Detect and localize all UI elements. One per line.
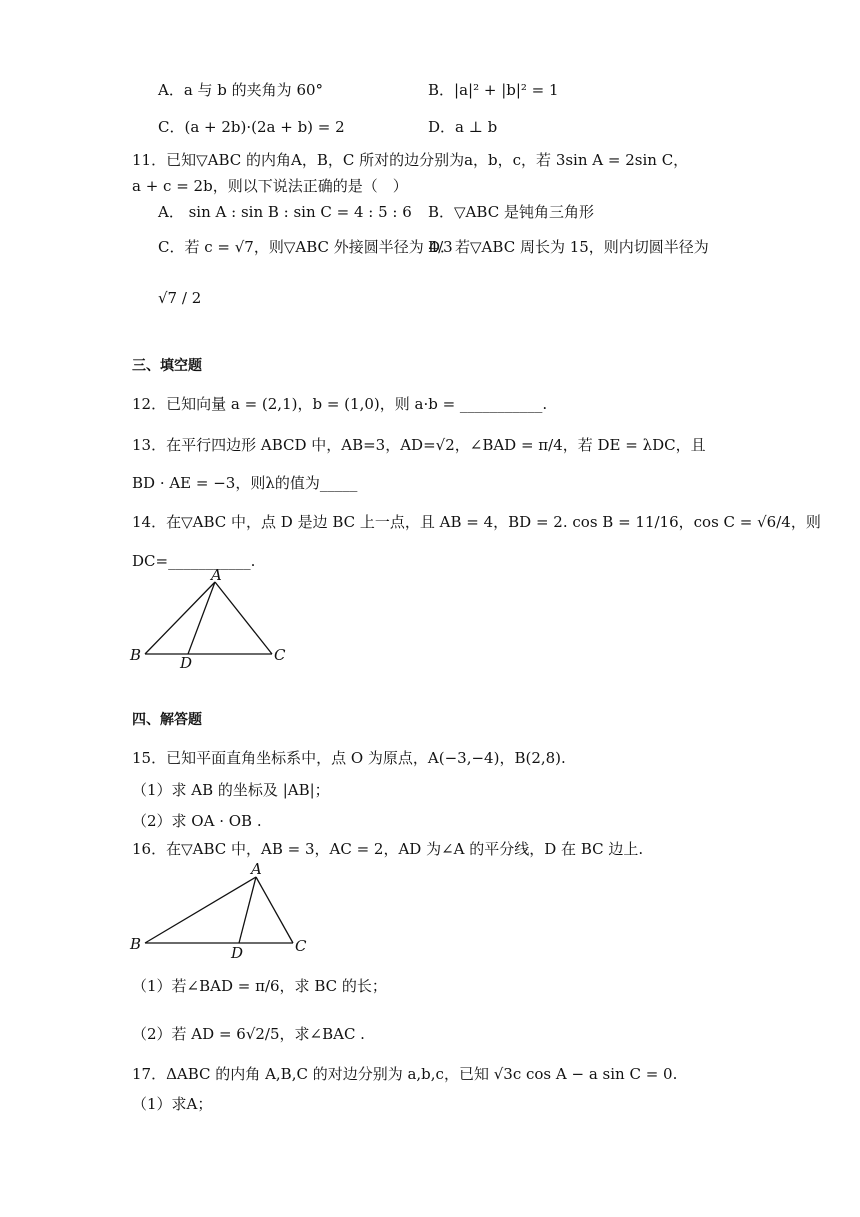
section-fill-in-heading: 三、填空题 bbox=[132, 358, 202, 374]
fig2-label-a: A bbox=[251, 860, 262, 878]
fig1-label-a: A bbox=[211, 568, 222, 584]
fig1-side-ac bbox=[215, 582, 272, 654]
q15-part1: （1）求 AB 的坐标及 |AB|； bbox=[132, 781, 330, 799]
fig2-label-d: D bbox=[231, 944, 244, 962]
q13-line2: BD · AE = −3，则λ的值为_____ bbox=[132, 474, 358, 492]
q10-option-b: B．|a|² + |b|² = 1 bbox=[428, 81, 559, 99]
q11-option-a: A． sin A : sin B : sin C = 4 : 5 : 6 bbox=[158, 203, 412, 221]
q11-option-c: C．若 c = √7，则▽ABC 外接圆半径为 4/3 bbox=[158, 238, 453, 256]
fig1-side-ab bbox=[145, 582, 215, 654]
q10-option-a: A．a 与 b 的夹角为 60° bbox=[158, 81, 324, 99]
q16-stem: 16．在▽ABC 中，AB = 3，AC = 2，AD 为∠A 的平分线，D 在 BC 边上. bbox=[132, 840, 644, 858]
fig1-label-d: D bbox=[180, 654, 193, 672]
q14-line1: 14．在▽ABC 中，点 D 是边 BC 上一点，且 AB = 4，BD = 2. cos B = 11/16，cos C = √6/4，则 bbox=[132, 513, 821, 531]
fig2-label-c: C bbox=[295, 937, 307, 955]
q11-option-d-tail: √7 / 2 bbox=[158, 289, 202, 307]
fig2-side-ac bbox=[256, 877, 293, 943]
triangle-figure-q16 bbox=[125, 860, 315, 962]
q17-part1: （1）求A； bbox=[132, 1095, 213, 1113]
q12-text: 12．已知向量 a = (2,1)，b = (1,0)，则 a·b = ___________. bbox=[132, 395, 548, 413]
fig2-side-ab bbox=[145, 877, 256, 943]
q16-part2: （2）若 AD = 6√2/5，求∠BAC . bbox=[132, 1025, 365, 1043]
fig1-label-c: C bbox=[274, 646, 286, 664]
q14-line2: DC=___________. bbox=[132, 552, 256, 570]
triangle-figure-q14 bbox=[125, 568, 300, 673]
q10-option-c: C．(a + 2b)·(2a + b) = 2 bbox=[158, 118, 345, 136]
q17-stem: 17．ΔABC 的内角 A,B,C 的对边分别为 a,b,c，已知 √3c cos A − a sin C = 0. bbox=[132, 1065, 678, 1083]
q13-line1: 13．在平行四边形 ABCD 中，AB=3，AD=√2，∠BAD = π/4，若 DE = λDC，且 bbox=[132, 436, 706, 454]
section-answer-heading: 四、解答题 bbox=[132, 712, 202, 728]
fig2-segment-ad bbox=[239, 877, 256, 943]
fig2-label-b: B bbox=[130, 935, 142, 953]
fig1-label-b: B bbox=[130, 646, 142, 664]
q11-option-d: D．若▽ABC 周长为 15，则内切圆半径为 bbox=[428, 238, 709, 256]
fig1-segment-ad bbox=[188, 582, 215, 654]
q11-stem-line2: a + c = 2b，则以下说法正确的是（ ） bbox=[132, 177, 408, 195]
q11-stem-line1: 11．已知▽ABC 的内角A，B，C 所对的边分别为a，b，c，若 3sin A = 2sin C， bbox=[132, 151, 689, 169]
q11-option-b: B．▽ABC 是钝角三角形 bbox=[428, 203, 594, 221]
q16-part1: （1）若∠BAD = π/6，求 BC 的长； bbox=[132, 977, 387, 995]
q15-stem: 15．已知平面直角坐标系中，点 O 为原点，A(−3,−4)，B(2,8). bbox=[132, 749, 566, 767]
q10-option-d: D．a ⊥ b bbox=[428, 118, 498, 136]
q15-part2: （2）求 OA · OB . bbox=[132, 812, 262, 830]
